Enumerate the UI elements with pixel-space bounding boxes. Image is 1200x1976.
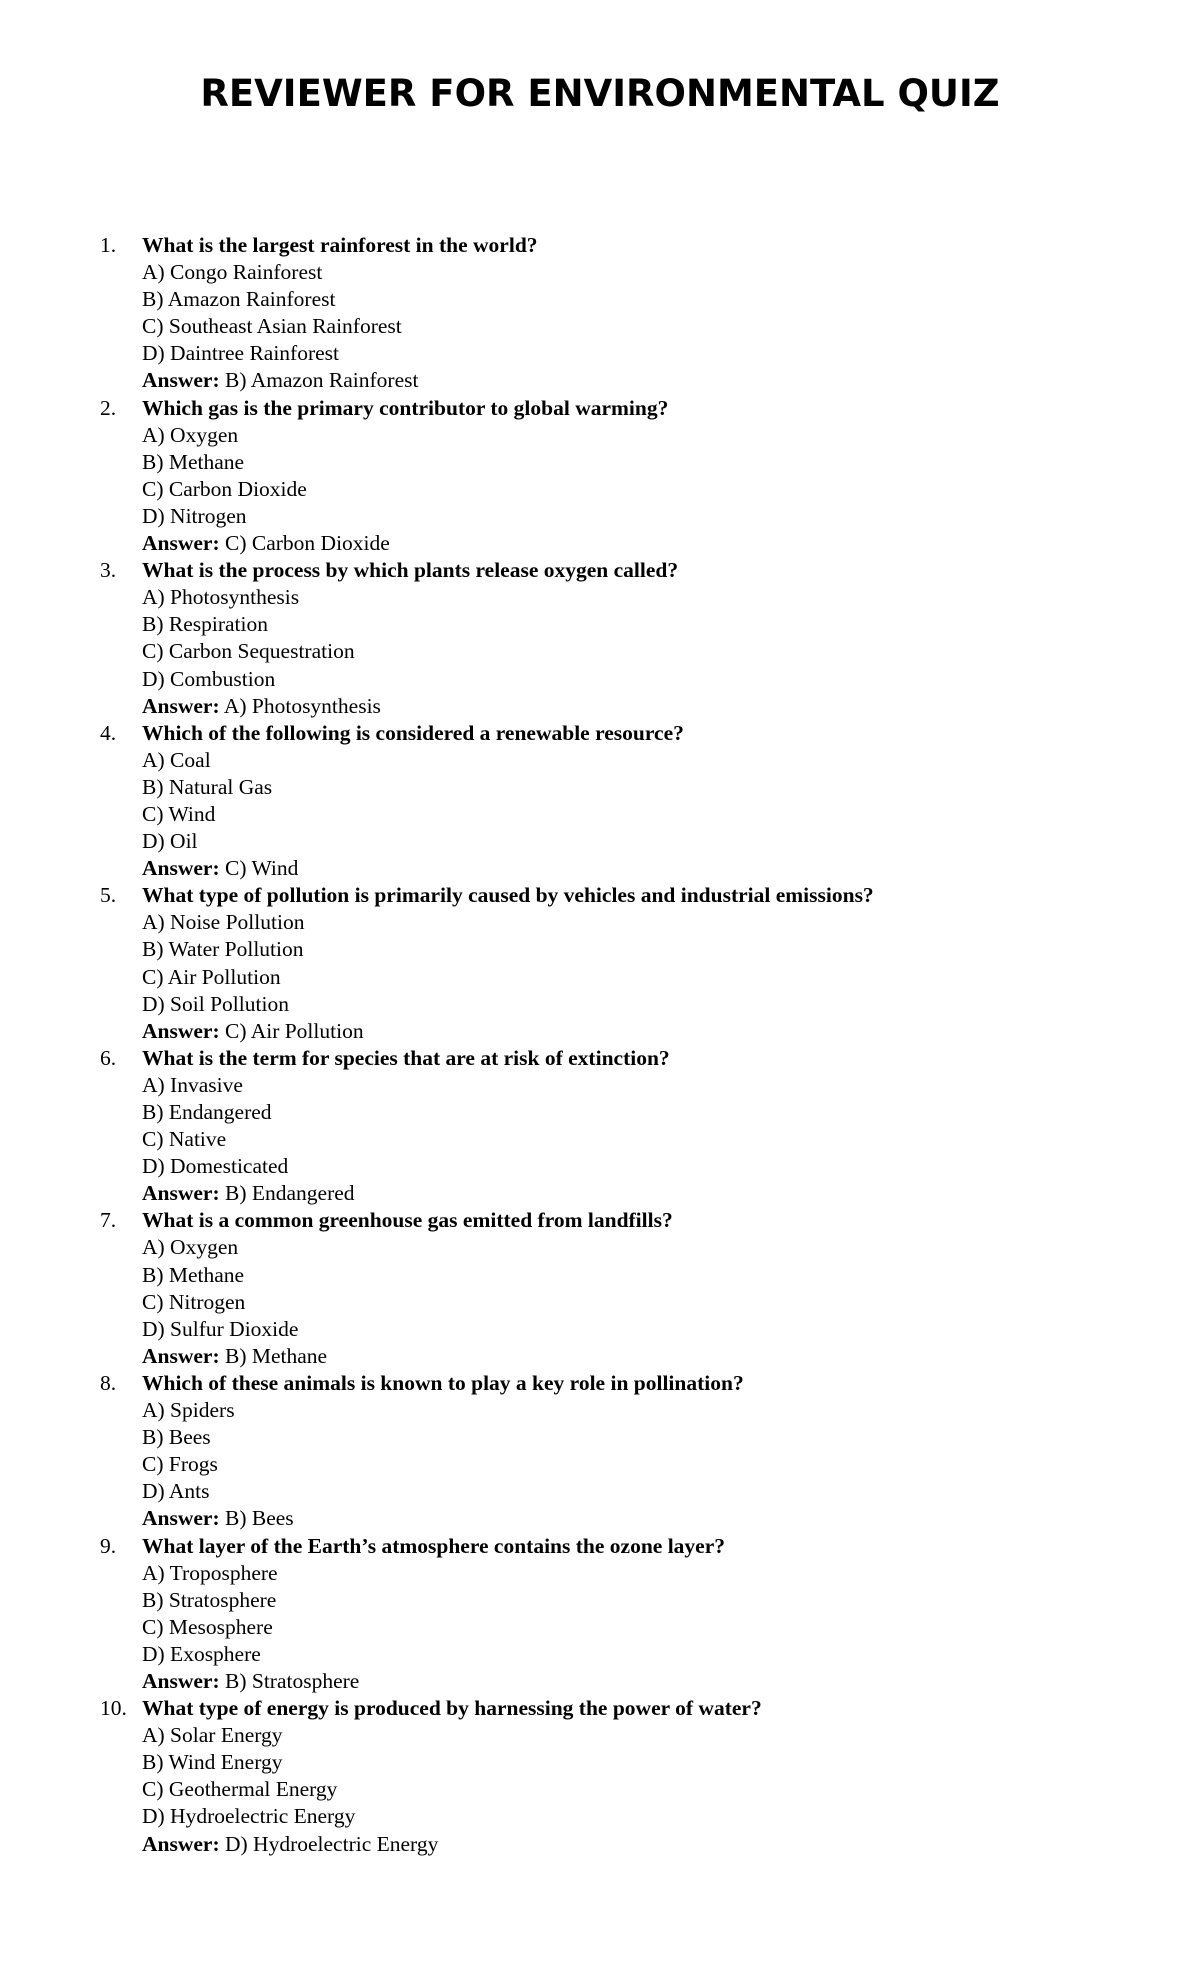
answer-option: B) Natural Gas	[142, 774, 273, 799]
answer-option: D) Exosphere	[142, 1641, 261, 1666]
answer-option: C) Frogs	[142, 1452, 218, 1477]
question-number: 9.	[100, 1533, 117, 1558]
question-item	[100, 557, 1160, 720]
answer-option: C) Nitrogen	[142, 1289, 246, 1314]
answer-value: B) Methane	[225, 1343, 328, 1368]
answer-line	[100, 1018, 1160, 1045]
answer-value: A) Photosynthesis	[223, 693, 381, 718]
question-text: Which gas is the primary contributor to global warming?	[142, 395, 669, 420]
question-number: 6.	[100, 1045, 117, 1070]
answer-option: A) Coal	[142, 747, 211, 772]
answer-option: B) Bees	[142, 1425, 211, 1450]
question-number: 1.	[100, 233, 117, 257]
answer-label: Answer:	[142, 368, 220, 393]
question-text: What is the term for species that are at risk of extinction?	[142, 1045, 670, 1070]
answer-option: C) Wind	[142, 801, 216, 826]
answer-option: A) Invasive	[142, 1072, 243, 1097]
question-number: 3.	[100, 558, 117, 583]
question-number: 10.	[100, 1696, 127, 1721]
answer-option: D) Combustion	[142, 666, 276, 691]
question-item	[100, 1695, 1160, 1858]
answer-option: A) Oxygen	[142, 422, 239, 447]
question-text: What layer of the Earth’s atmosphere contains the ozone layer?	[142, 1533, 726, 1558]
answer-option: B) Amazon Rainforest	[142, 287, 336, 312]
question-item	[100, 1533, 1160, 1696]
answer-option: D) Domesticated	[142, 1154, 289, 1179]
answer-label: Answer:	[142, 1181, 220, 1206]
answer-option: A) Spiders	[142, 1398, 235, 1423]
answer-label: Answer:	[142, 693, 220, 718]
question-text: What is the largest rainforest in the world?	[142, 233, 538, 257]
answer-value: C) Carbon Dioxide	[225, 531, 390, 556]
answer-line	[100, 855, 1160, 882]
answer-option: A) Solar Energy	[142, 1723, 283, 1748]
answer-line	[100, 1831, 1160, 1858]
question-text: What is a common greenhouse gas emitted from landfills?	[142, 1208, 673, 1233]
answer-value: B) Bees	[225, 1506, 294, 1531]
question-item	[100, 1207, 1160, 1370]
answer-label: Answer:	[142, 1668, 220, 1693]
answer-option: B) Water Pollution	[142, 937, 304, 962]
answer-value: C) Air Pollution	[225, 1018, 364, 1043]
answer-value: B) Stratosphere	[225, 1668, 360, 1693]
answer-label: Answer:	[142, 1831, 220, 1856]
answer-option: C) Air Pollution	[142, 964, 281, 989]
answer-line	[100, 1180, 1160, 1207]
question-number: 8.	[100, 1370, 117, 1395]
question-item	[100, 720, 1160, 883]
question-text: What type of energy is produced by harnessing the power of water?	[142, 1696, 762, 1721]
answer-line	[100, 1343, 1160, 1370]
answer-label: Answer:	[142, 1506, 220, 1531]
answer-option: B) Methane	[142, 1262, 245, 1287]
answer-line	[100, 693, 1160, 720]
answer-option: D) Hydroelectric Energy	[142, 1804, 356, 1829]
answer-label: Answer:	[142, 1018, 220, 1043]
answer-option: B) Methane	[142, 449, 245, 474]
answer-label: Answer:	[142, 856, 220, 881]
question-number: 2.	[100, 395, 117, 420]
question-number: 5.	[100, 883, 117, 908]
question-item	[100, 232, 1160, 395]
answer-option: B) Stratosphere	[142, 1587, 277, 1612]
answer-option: D) Ants	[142, 1479, 210, 1504]
document-title: REVIEWER FOR ENVIRONMENTAL QUIZ	[200, 72, 1000, 115]
question-item	[100, 1370, 1160, 1533]
question-text: What is the process by which plants release oxygen called?	[142, 558, 679, 583]
answer-option: B) Wind Energy	[142, 1750, 283, 1775]
answer-option: A) Photosynthesis	[142, 585, 300, 610]
answer-value: C) Wind	[225, 856, 299, 881]
question-text: What type of pollution is primarily caused by vehicles and industrial emissions?	[142, 883, 874, 908]
answer-line	[100, 530, 1160, 557]
answer-line	[100, 367, 1160, 394]
answer-option: C) Native	[142, 1127, 227, 1152]
question-number: 4.	[100, 720, 117, 745]
question-number: 7.	[100, 1208, 117, 1233]
answer-option: A) Oxygen	[142, 1235, 239, 1260]
answer-option: D) Soil Pollution	[142, 991, 289, 1016]
answer-line	[100, 1668, 1160, 1695]
answer-option: B) Endangered	[142, 1100, 272, 1124]
question-text: Which of the following is considered a renewable resource?	[142, 720, 684, 745]
question-item	[100, 1045, 1160, 1208]
answer-option: C) Southeast Asian Rainforest	[142, 314, 402, 339]
answer-option: C) Carbon Dioxide	[142, 476, 307, 501]
answer-option: C) Carbon Sequestration	[142, 639, 355, 664]
answer-option: C) Geothermal Energy	[142, 1777, 338, 1802]
answer-option: A) Troposphere	[142, 1560, 278, 1585]
question-text: Which of these animals is known to play a key role in pollination?	[142, 1370, 744, 1395]
answer-option: D) Daintree Rainforest	[142, 341, 340, 366]
question-item	[100, 395, 1160, 558]
answer-label: Answer:	[142, 1343, 220, 1368]
answer-label: Answer:	[142, 531, 220, 556]
answer-option: A) Congo Rainforest	[142, 260, 323, 285]
answer-option: A) Noise Pollution	[142, 910, 305, 935]
answer-value: D) Hydroelectric Energy	[225, 1831, 439, 1856]
answer-value: B) Amazon Rainforest	[225, 368, 419, 393]
question-item	[100, 882, 1160, 1045]
question-list	[100, 232, 1160, 1858]
answer-option: D) Sulfur Dioxide	[142, 1316, 299, 1341]
answer-line	[100, 1505, 1160, 1532]
answer-value: B) Endangered	[225, 1181, 355, 1206]
answer-option: D) Oil	[142, 829, 198, 854]
answer-option: D) Nitrogen	[142, 503, 247, 528]
answer-option: C) Mesosphere	[142, 1614, 273, 1639]
answer-option: B) Respiration	[142, 612, 268, 637]
